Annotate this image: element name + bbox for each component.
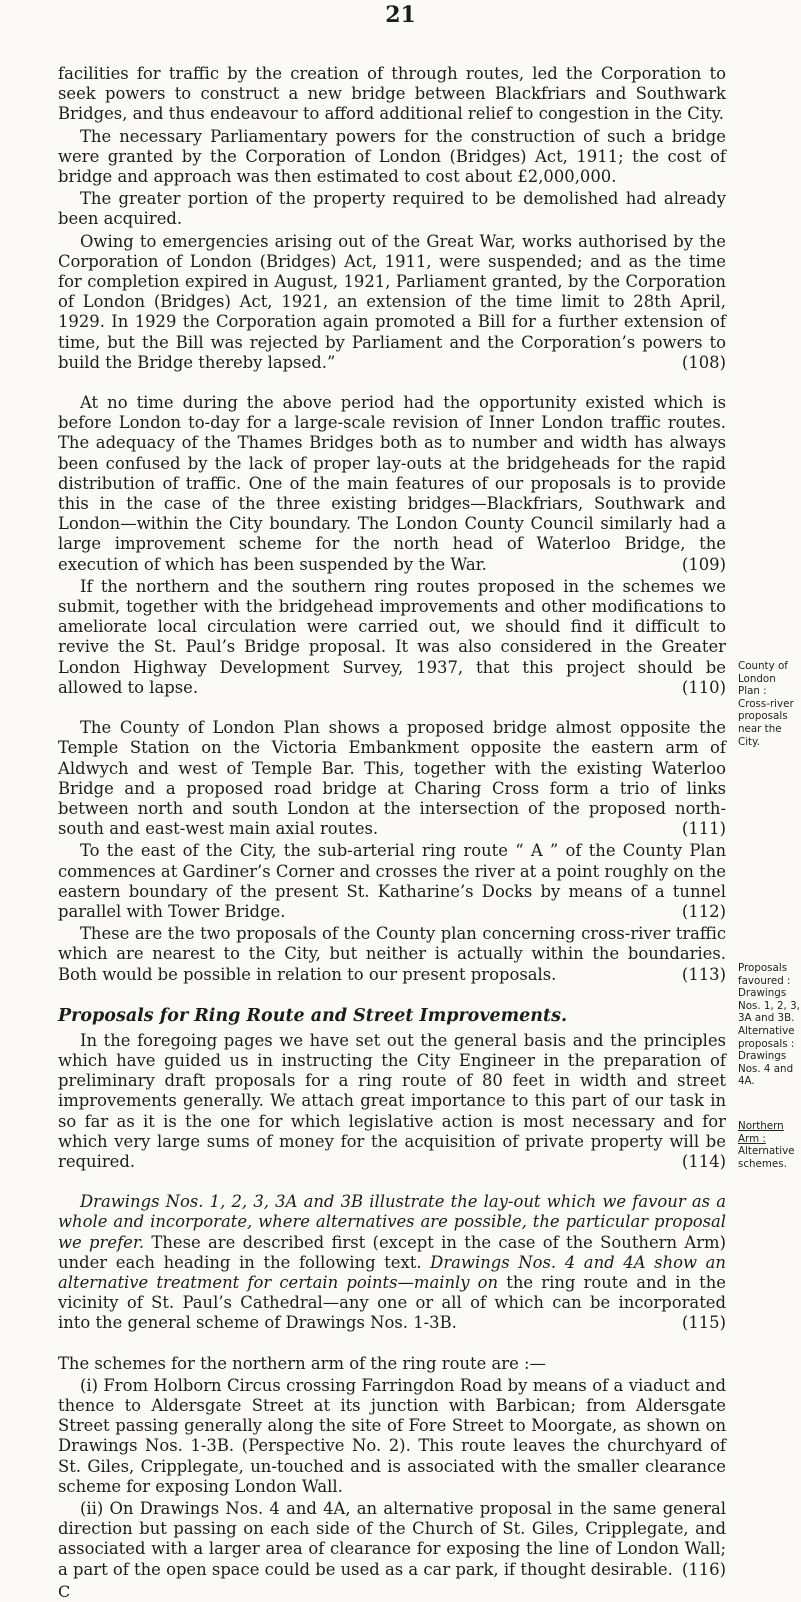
paragraph-text: If the northern and the southern ring routes proposed in the schemes we submit, together with the bridgehead improvements and other modifications to ameliorate local circulation were carried out, we should find it difficult to revive the St. Paul’s Bridge proposal. It was also considered in the Greater London Highway Development Survey, 1937, that this project should be allowed to lapse. [58,576,726,697]
paragraph [58,127,726,188]
paragraph-text: Owing to emergencies arising out of the Great War, works authorised by the Corporation of London (Bridges) Act, 1911, were suspended; and as the time for completion expired in August, 1921, Parliament granted, by the Corporation of London (Bridges) Act, 1921, an extension of the time limit to 28th April, 1929. In 1929 the Corporation again promoted a Bill for a further extension of time, but the Bill was rejected by Parliament and the Corporation’s powers to build the Bridge thereby lapsed.” [58,231,726,372]
paragraph [58,232,726,373]
margin-note-body: Drawings Nos. 4 and 4A. [738,1050,794,1088]
paragraph [58,924,726,985]
paragraph-text: facilities for traffic by the creation of through routes, led the Corporation to seek powers to construct a new bridge between Blackfriars and Southwark Bridges, and thus endeavour to afford additional relief to congestion in the City. [58,64,726,124]
paragraph-italic-mid: Drawings Nos. 4 and 4A show an alternative treatment for certain points—mainly on [58,1252,726,1292]
paragraph [58,577,726,698]
intro-line: The schemes for the northern arm of the ring route are :— [58,1353,546,1373]
main-text [58,64,726,1602]
paragraph-ref: (113) [681,964,726,984]
paragraph [58,1192,726,1333]
margin-note [738,1120,800,1170]
paragraph-text-tail: the ring route and in the vicinity of St. Paul’s Cathedral—any one or all of which can be incorporated into the general scheme of Drawings Nos. 1-3B. [58,1272,726,1333]
paragraph [58,1499,726,1580]
paragraph-text: To the east of the City, the sub-arterial ring route “ A ” of the County Plan commences at Gardiner’s Corner and crosses the river at a point roughly on the eastern boundary of the present St. Katharine’s Docks by means of a tunnel parallel with Tower Bridge. [58,841,726,921]
paragraph-text: The necessary Parliamentary powers for the construction of such a bridge were granted by the Corporation of London (Bridges) Act, 1911; the cost of bridge and approach was then estimated to cost about £2,000,000. [58,126,726,187]
paragraph-ref: (115) [681,1313,726,1333]
margin-note [738,1025,800,1088]
paragraph-text: The County of London Plan shows a proposed bridge almost opposite the Temple Station on the Victoria Embankment opposite the eastern arm of Aldwych and west of Temple Bar. This, together with the existing Waterloo Bridge and a proposed road bridge at Charing Cross form a trio of links between north and south London at the intersection of the proposed north-south and east-west main axial routes. [58,718,726,839]
margin-note-body: Drawings Nos. 1, 2, 3, 3A and 3B. [738,987,800,1025]
paragraph-text: (ii) On Drawings Nos. 4 and 4A, an alternative proposal in the same general direction but passing on each side of the Church of St. Giles, Cripplegate, and associated with a larger area of clearance for exposing the line of London Wall; a part of the open space could be used as a car park, if thought desirable. [58,1499,726,1579]
paragraph-text: The greater portion of the property required to be demolished had already been acquired. [58,189,726,229]
section-heading: Proposals for Ring Route and Street Improvements. [58,1005,568,1026]
paragraph-ref: (116) [681,1559,726,1579]
signature-mark: C [58,1581,71,1601]
margin-note-head: County of London Plan : [738,660,788,698]
paragraph-ref: (112) [681,901,726,921]
paragraph [58,64,726,125]
paragraph-ref: (108) [681,352,726,372]
paragraph-text: These are the two proposals of the County plan concerning cross-river traffic which are nearest to the City, but neither is actually within the boundaries. Both would be possible in relation to our present proposals. [58,924,726,984]
margin-note [738,962,800,1025]
margin-note-head: Northern Arm : [738,1120,784,1145]
paragraph [58,718,726,839]
paragraph-text: (i) From Holborn Circus crossing Farringdon Road by means of a viaduct and thence to Aldersgate Street at its junction with Barbican; from Aldersgate Street passing generally along the site of Fore Street to Moorgate, as shown on Drawings Nos. 1-3B. (Perspective No. 2). This route leaves the churchyard of St. Giles, Cripplegate, un-touched and is associated with the smaller clearance scheme for exposing London Wall. [58,1375,726,1496]
paragraph-ref: (111) [681,819,726,839]
paragraph [58,189,726,229]
paragraph [58,841,726,922]
page-number: 21 [385,2,416,28]
margin-note-head: Alternative proposals : [738,1025,795,1050]
paragraph [58,1376,726,1497]
paragraph-ref: (109) [681,554,726,574]
margin-note-body: Alternative schemes. [738,1145,795,1170]
margin-note [738,660,800,748]
paragraph [58,1031,726,1172]
paragraph-text: These are described first (except in the case of the Southern Arm) under each heading in the following text. [58,1232,726,1272]
margin-note-head: Proposals favoured : [738,962,791,987]
margin-note-body: Cross-river proposals near the City. [738,697,794,748]
paragraph-text: At no time during the above period had the opportunity existed which is before London to-day for a large-scale revision of Inner London traffic routes. The adequacy of the Thames Bridges both as to number and width has always been confused by the lack of proper lay-outs at the bridgeheads for the rapid distribution of traffic. One of the main features of our proposals is to provide this in the case of the three existing bridges—Blackfriars, Southwark and London—within the City boundary. The London County Council similarly had a large improvement scheme for the north head of Waterloo Bridge, the execution of which has been suspended by the War. [58,393,726,574]
paragraph-text: In the foregoing pages we have set out the general basis and the principles which have guided us in instructing the City Engineer in the preparation of preliminary draft proposals for a ring route of 80 feet in width and street improvements generally. We attach great importance to this part of our task in so far as it is the one for which legislative action is most necessary and for which very large sums of money for the acquisition of private property will be required. [58,1030,726,1171]
paragraph-ref: (110) [681,677,726,697]
paragraph-italic-lead: Drawings Nos. 1, 2, 3, 3A and 3B illustrate the lay-out which we favour as a whole and incorporate, where alternatives are possible, the particular proposal we prefer. [58,1192,726,1252]
paragraph-ref: (114) [681,1151,726,1171]
paragraph [58,393,726,575]
